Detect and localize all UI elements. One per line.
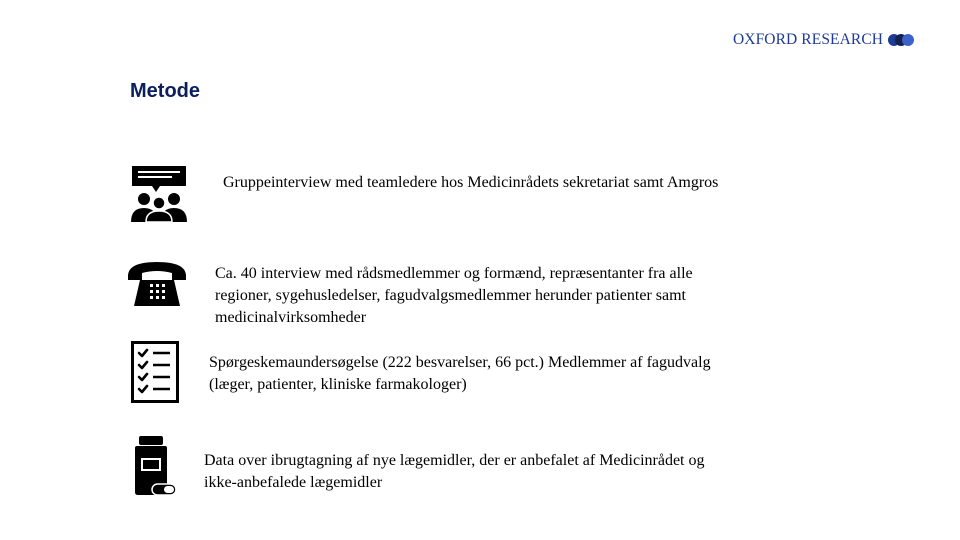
- checklist-icon: [130, 340, 180, 404]
- telephone-icon: [126, 260, 188, 308]
- group-meeting-icon: [126, 165, 190, 223]
- method-item-2-line-2: regioner, sygehusledelser, fagudvalgsmedlemmer herunder patienter samt: [215, 287, 686, 304]
- method-item-1-line-1: Gruppeinterview med teamledere hos Medicinrådets sekretariat samt Amgros: [223, 174, 719, 191]
- method-item-3-line-2: (læger, patienter, kliniske farmakologer): [209, 376, 467, 393]
- method-item-4-line-2: ikke-anbefalede lægemidler: [204, 474, 383, 491]
- logo-text: OXFORD RESEARCH: [733, 31, 884, 48]
- method-item-1: [223, 172, 718, 194]
- method-item-3: [209, 352, 711, 396]
- method-item-3-line-1: Spørgeskemaundersøgelse (222 besvarelser, 66 pct.) Medlemmer af fagudvalg: [209, 354, 711, 371]
- medicine-bottle-icon: [130, 435, 178, 497]
- method-item-2-line-1: Ca. 40 interview med rådsmedlemmer og formænd, repræsentanter fra alle: [215, 265, 693, 282]
- method-item-2-line-3: medicinalvirksomheder: [215, 309, 367, 326]
- method-item-2: [215, 263, 693, 329]
- oxford-research-logo: [733, 30, 919, 50]
- page-title: Metode: [130, 80, 200, 102]
- method-item-4: [204, 450, 704, 494]
- logo-dots-icon: [887, 33, 919, 47]
- method-item-4-line-1: Data over ibrugtagning af nye lægemidler, der er anbefalet af Medicinrådet og: [204, 452, 705, 469]
